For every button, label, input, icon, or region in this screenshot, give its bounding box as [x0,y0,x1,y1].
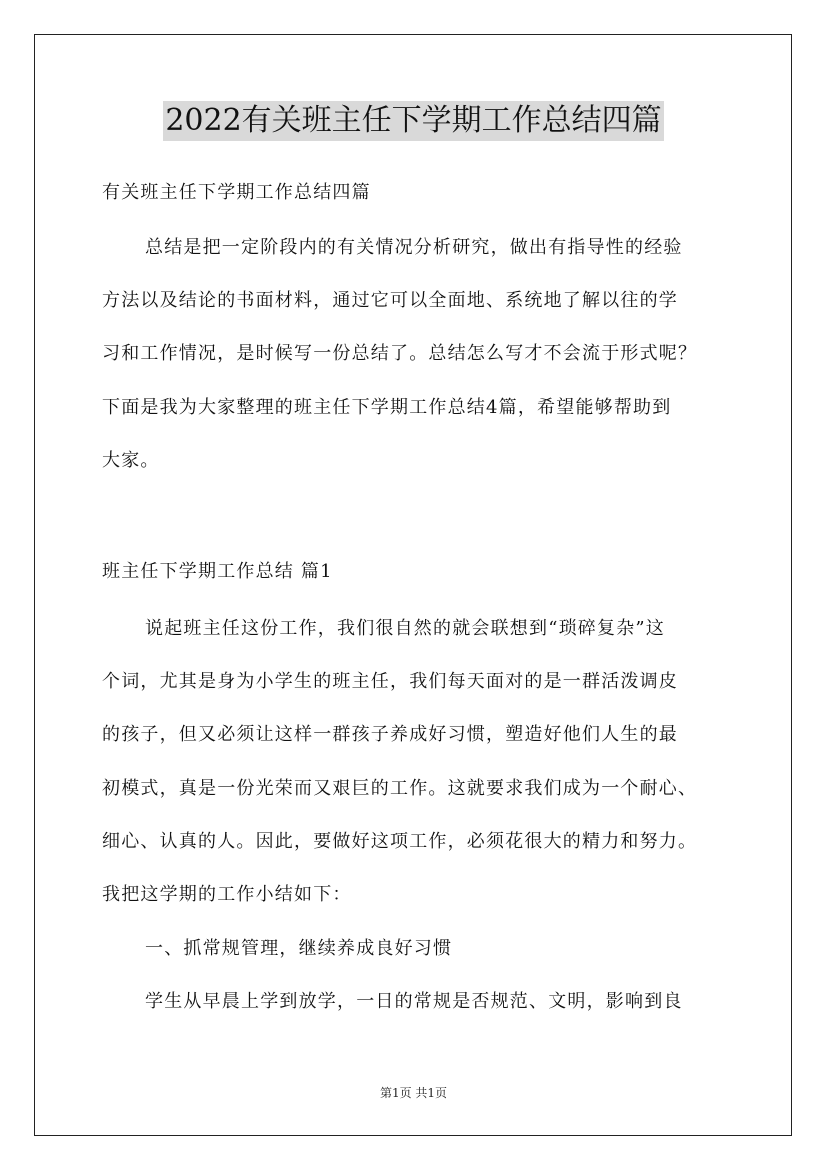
paragraph-line: 我把这学期的工作小结如下： [102,884,352,905]
page-footer: 第1页 共1页 [379,1086,448,1100]
paragraph-line: 下面是我为大家整理的班主任下学期工作总结4篇，希望能够帮助到 [102,397,672,418]
paragraph-line: 大家。 [102,450,160,471]
paragraph-line: 学生从早晨上学到放学，一日的常规是否规范、文明，影响到良 [145,991,683,1012]
title-container [0,101,827,141]
paragraph-line: 的孩子，但又必须让这样一群孩子养成好习惯，塑造好他们人生的最 [102,724,678,745]
paragraph-line: 初模式，真是一份光荣而又艰巨的工作。这就要求我们成为一个耐心、 [102,778,698,799]
paragraph-line: 总结是把一定阶段内的有关情况分析研究，做出有指导性的经验 [145,237,683,258]
document-title: 2022有关班主任下学期工作总结四篇 [163,101,663,141]
paragraph-line: 习和工作情况，是时候写一份总结了。总结怎么写才不会流于形式呢？ [102,343,698,364]
paragraph-line: 方法以及结论的书面材料，通过它可以全面地、系统地了解以往的学 [102,290,678,311]
section-heading: 班主任下学期工作总结 篇1 [102,561,333,582]
paragraph-line: 说起班主任这份工作，我们很自然的就会联想到“琐碎复杂”这 [145,618,666,639]
subtitle: 有关班主任下学期工作总结四篇 [102,182,371,203]
paragraph-line: 细心、认真的人。因此，要做好这项工作，必须花很大的精力和努力。 [102,831,698,852]
subsection-heading: 一、抓常规管理，继续养成良好习惯 [145,938,453,959]
paragraph-line: 个词，尤其是身为小学生的班主任，我们每天面对的是一群活泼调皮 [102,671,678,692]
